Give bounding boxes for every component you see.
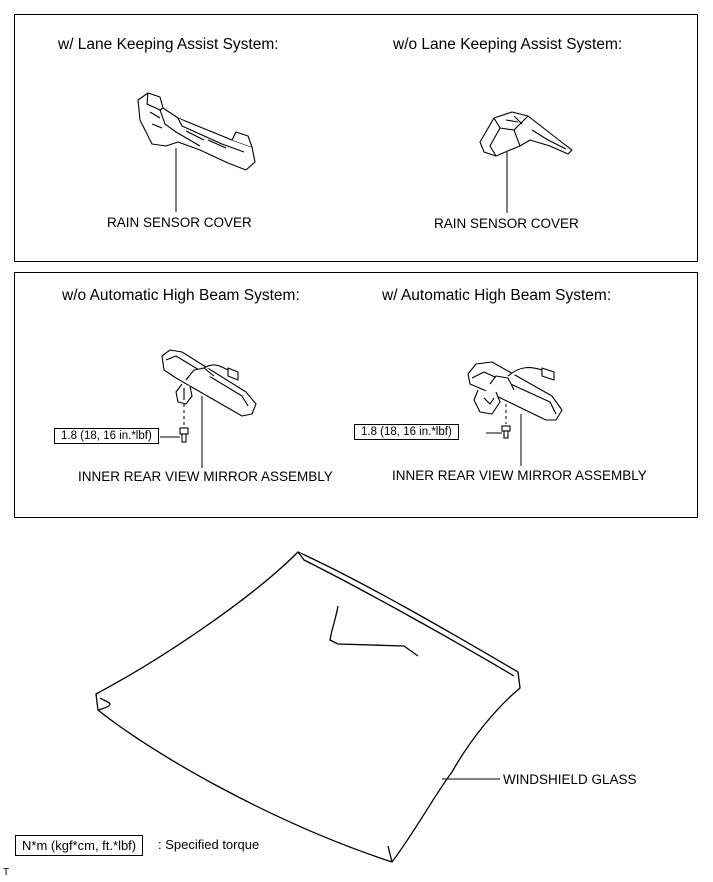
rain-sensor-cover-no-lka-label: RAIN SENSOR COVER	[434, 216, 579, 231]
mirror-no-ahb-screw-icon	[180, 428, 188, 442]
mirror-no-ahb-drawing	[162, 350, 256, 416]
footer-mark: T	[3, 867, 10, 878]
windshield-glass-label: WINDSHIELD GLASS	[503, 772, 637, 787]
no-lka-heading: w/o Lane Keeping Assist System:	[393, 36, 623, 53]
mirror-ahb-label: INNER REAR VIEW MIRROR ASSEMBLY	[392, 468, 647, 483]
rain-sensor-cover-no-lka-drawing	[480, 112, 572, 156]
mirror-ahb-drawing	[468, 362, 562, 420]
torque-legend-description: : Specified torque	[158, 837, 260, 852]
torque-spec-ahb: 1.8 (18, 16 in.*lbf)	[354, 424, 459, 440]
torque-spec-no-ahb: 1.8 (18, 16 in.*lbf)	[54, 428, 159, 444]
windshield-glass-drawing	[96, 552, 520, 862]
ahb-heading: w/ Automatic High Beam System:	[382, 287, 612, 304]
no-ahb-heading: w/o Automatic High Beam System:	[62, 287, 300, 304]
mirror-ahb-screw-icon	[502, 426, 510, 438]
lka-heading: w/ Lane Keeping Assist System:	[58, 36, 279, 53]
torque-legend-box: N*m (kgf*cm, ft.*lbf)	[15, 835, 143, 856]
rain-sensor-cover-lka-drawing	[138, 93, 255, 170]
rain-sensor-cover-lka-label: RAIN SENSOR COVER	[107, 215, 252, 230]
mirror-no-ahb-label: INNER REAR VIEW MIRROR ASSEMBLY	[78, 469, 333, 484]
